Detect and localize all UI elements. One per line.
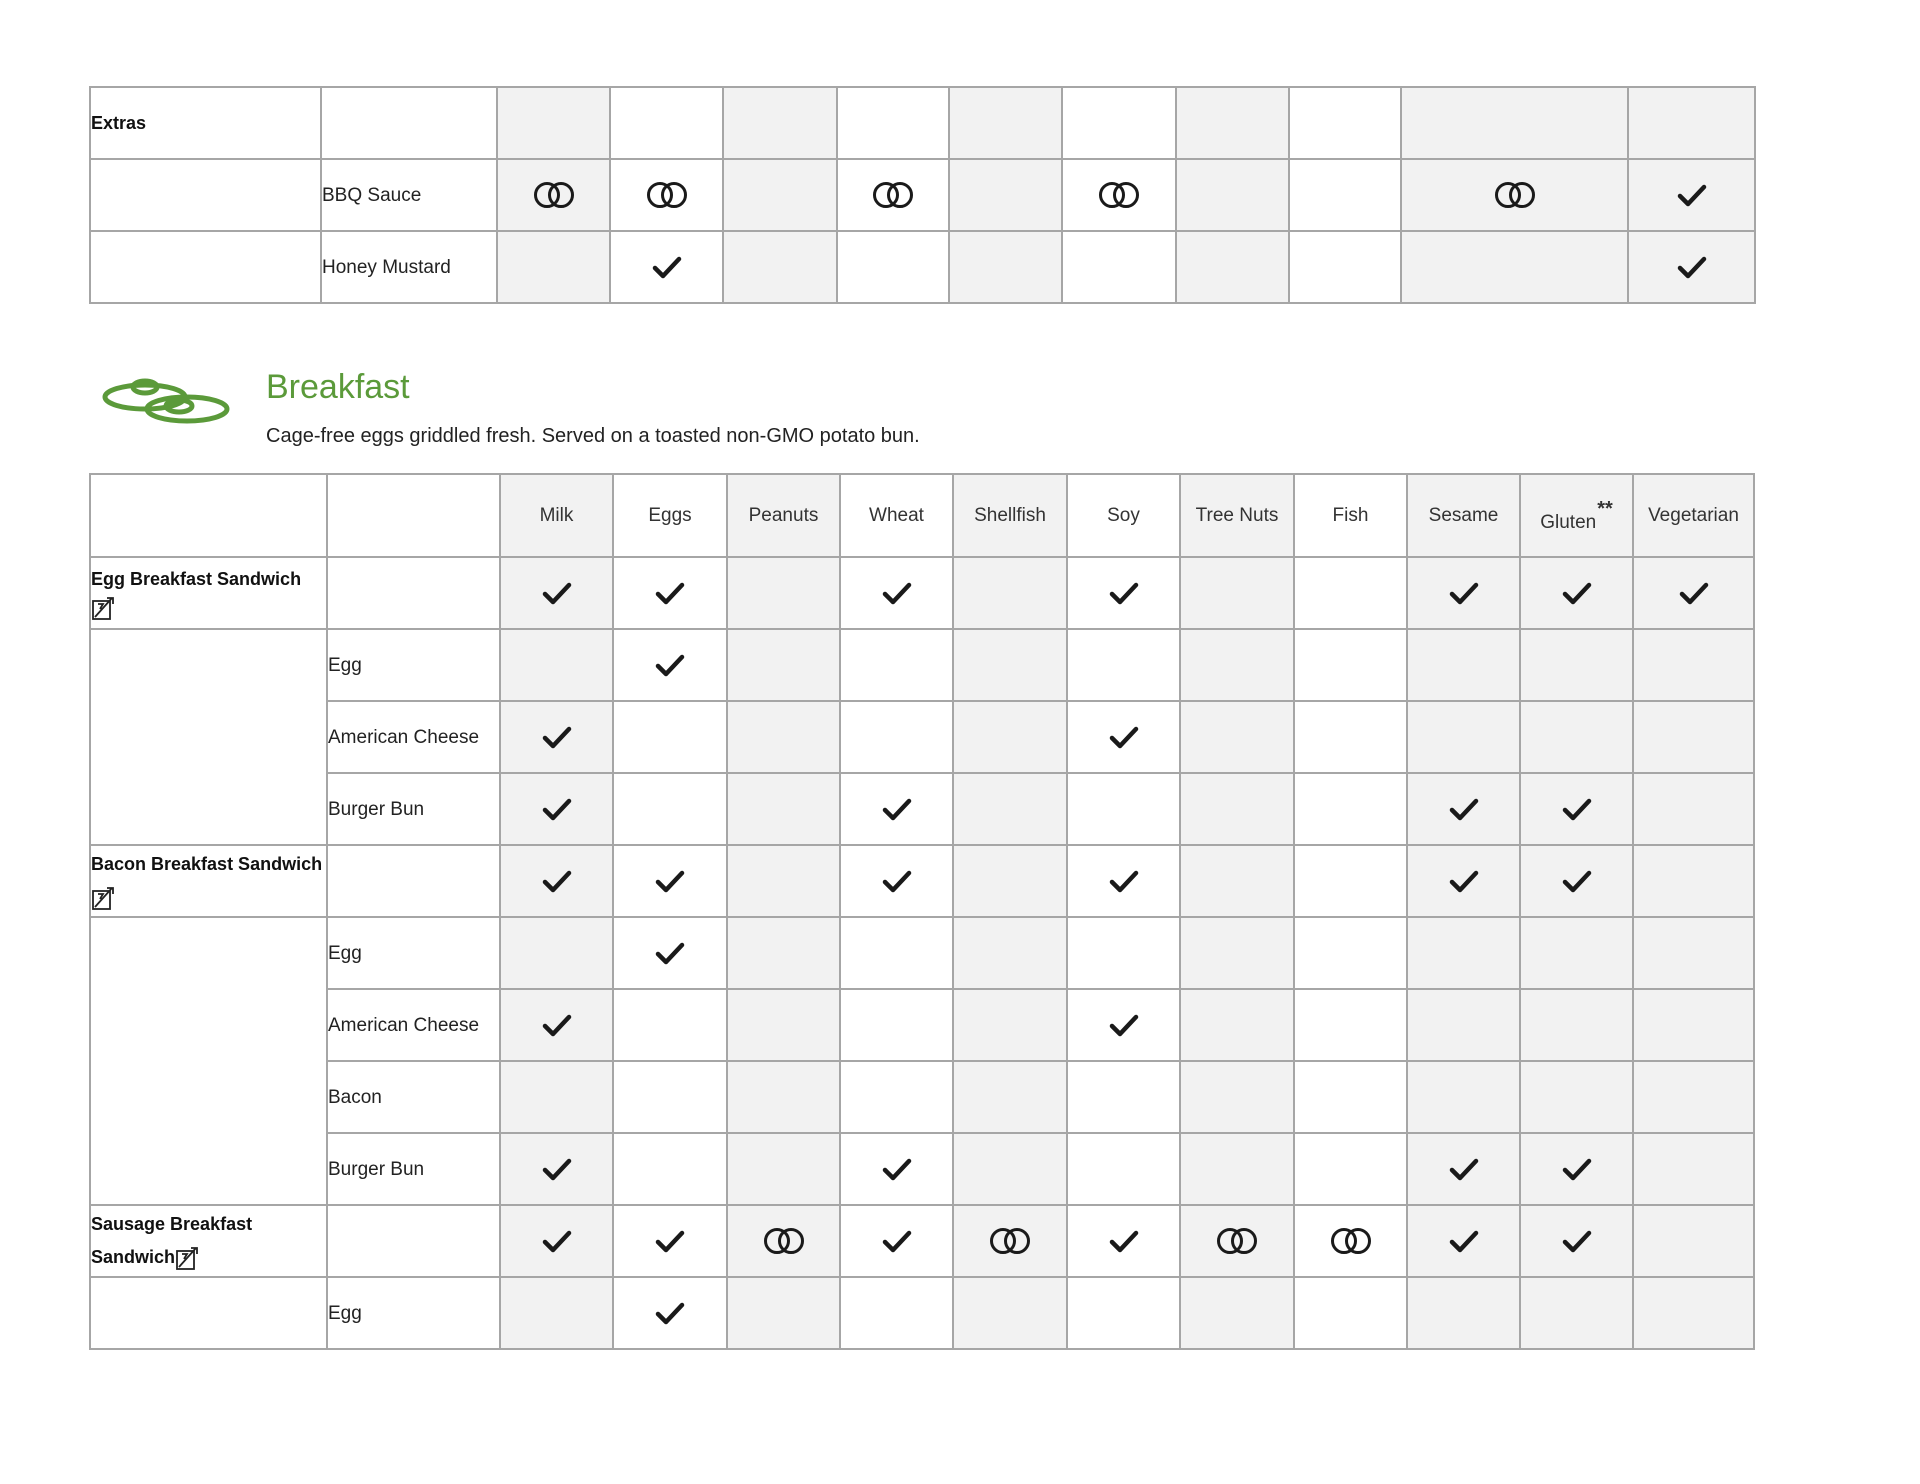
allergen-cell — [840, 845, 953, 917]
menu-item-row — [90, 1205, 1754, 1277]
allergen-cell — [727, 1205, 840, 1277]
empty-cell — [1289, 87, 1401, 159]
empty-cell — [1633, 1061, 1754, 1133]
allergen-cell — [613, 845, 727, 917]
note-icon — [175, 1245, 199, 1271]
empty-cell — [1067, 917, 1180, 989]
check-icon — [655, 1229, 685, 1253]
ingredient-name: Burger Bun — [327, 1133, 500, 1205]
empty-cell — [1289, 231, 1401, 303]
ingredient-name: BBQ Sauce — [321, 159, 497, 231]
menu-item-name — [90, 1205, 327, 1277]
ingredient-name: American Cheese — [327, 701, 500, 773]
ingredient-row — [90, 773, 1754, 845]
empty-cell — [1062, 87, 1176, 159]
allergen-cell — [840, 1133, 953, 1205]
table-row — [90, 159, 1755, 231]
empty-cell — [1067, 1061, 1180, 1133]
check-icon — [882, 869, 912, 893]
empty-cell — [90, 159, 321, 231]
empty-cell — [321, 87, 497, 159]
column-header-peanuts — [727, 474, 840, 557]
empty-cell — [949, 231, 1062, 303]
empty-cell — [1407, 629, 1520, 701]
empty-cell — [953, 845, 1067, 917]
empty-cell — [1294, 989, 1407, 1061]
ingredient-row — [90, 1133, 1754, 1205]
empty-cell — [610, 87, 723, 159]
empty-cell — [90, 1061, 327, 1133]
empty-cell — [840, 629, 953, 701]
check-icon — [1449, 797, 1479, 821]
check-icon — [1449, 869, 1479, 893]
allergen-cell — [613, 629, 727, 701]
allergen-cell — [1180, 1205, 1294, 1277]
ingredient-name: Burger Bun — [327, 773, 500, 845]
section-description: Cage-free eggs griddled fresh. Served on a toasted non-GMO potato bun. — [266, 425, 920, 447]
empty-cell — [1633, 1205, 1754, 1277]
empty-cell — [497, 231, 610, 303]
empty-cell — [327, 557, 500, 629]
check-icon — [1449, 581, 1479, 605]
allergen-cell — [837, 159, 949, 231]
empty-cell — [1180, 629, 1294, 701]
check-icon — [1109, 869, 1139, 893]
empty-cell — [727, 845, 840, 917]
check-icon — [1562, 797, 1592, 821]
empty-cell — [727, 917, 840, 989]
column-header-label: Soy — [1107, 504, 1140, 526]
empty-cell — [613, 1133, 727, 1205]
empty-cell — [953, 1133, 1067, 1205]
empty-cell — [90, 231, 321, 303]
column-header-label: Wheat — [869, 504, 924, 526]
empty-cell — [1176, 231, 1289, 303]
menu-item-label: Bacon Breakfast Sandwich — [91, 854, 323, 874]
empty-cell — [953, 629, 1067, 701]
column-header-label: Fish — [1332, 504, 1369, 526]
breakfast-table-body — [90, 474, 1754, 1349]
allergen-cell — [500, 1133, 613, 1205]
empty-cell — [949, 159, 1062, 231]
empty-cell — [1294, 1061, 1407, 1133]
empty-cell — [1180, 1277, 1294, 1349]
may-contain-icon — [1329, 1227, 1373, 1255]
empty-cell — [1294, 557, 1407, 629]
check-icon — [652, 255, 682, 279]
empty-cell — [1180, 701, 1294, 773]
empty-cell — [1067, 1133, 1180, 1205]
empty-cell — [953, 917, 1067, 989]
check-icon — [1562, 1229, 1592, 1253]
empty-cell — [840, 1061, 953, 1133]
check-icon — [1562, 1157, 1592, 1181]
check-icon — [1449, 1157, 1479, 1181]
empty-cell — [953, 701, 1067, 773]
ingredient-name: Egg — [327, 917, 500, 989]
empty-cell — [90, 1277, 327, 1349]
check-icon — [542, 1229, 572, 1253]
allergen-cell — [1067, 557, 1180, 629]
column-header-label: Sesame — [1428, 504, 1499, 526]
empty-cell — [613, 1061, 727, 1133]
menu-item-name — [90, 557, 327, 629]
empty-cell — [1062, 231, 1176, 303]
ingredient-name: Honey Mustard — [321, 231, 497, 303]
empty-cell — [1633, 1277, 1754, 1349]
empty-cell — [723, 159, 837, 231]
empty-cell — [1294, 1277, 1407, 1349]
empty-cell — [840, 701, 953, 773]
allergen-cell — [1407, 1133, 1520, 1205]
may-contain-icon — [871, 181, 915, 209]
empty-cell — [953, 1061, 1067, 1133]
empty-cell — [840, 989, 953, 1061]
column-header-vegetarian — [1633, 474, 1754, 557]
may-contain-icon — [1097, 181, 1141, 209]
empty-cell — [1633, 989, 1754, 1061]
empty-cell — [1401, 231, 1628, 303]
check-icon — [542, 581, 572, 605]
extras-allergen-table — [89, 86, 1756, 304]
allergen-cell — [840, 557, 953, 629]
column-header-eggs — [613, 474, 727, 557]
allergen-cell — [1067, 1205, 1180, 1277]
empty-cell — [837, 87, 949, 159]
ingredient-row — [90, 701, 1754, 773]
allergen-cell — [500, 989, 613, 1061]
allergen-cell — [1407, 773, 1520, 845]
check-icon — [1679, 581, 1709, 605]
empty-cell — [90, 629, 327, 701]
column-header-label: Gluten — [1540, 511, 1597, 533]
allergen-cell — [1520, 773, 1633, 845]
allergen-cell — [500, 557, 613, 629]
empty-cell — [90, 917, 327, 989]
menu-item-label: Egg Breakfast Sandwich — [91, 568, 302, 589]
ingredient-row — [90, 629, 1754, 701]
empty-cell — [1633, 845, 1754, 917]
empty-cell — [727, 629, 840, 701]
empty-cell — [1520, 629, 1633, 701]
may-contain-icon — [988, 1227, 1032, 1255]
check-icon — [542, 869, 572, 893]
empty-cell — [1289, 159, 1401, 231]
empty-cell — [1407, 917, 1520, 989]
empty-cell — [953, 989, 1067, 1061]
allergen-cell — [1294, 1205, 1407, 1277]
breakfast-header-row — [90, 474, 1754, 557]
check-icon — [882, 581, 912, 605]
check-icon — [1109, 581, 1139, 605]
allergen-cell — [1633, 557, 1754, 629]
empty-cell — [840, 917, 953, 989]
empty-cell — [1180, 917, 1294, 989]
empty-cell — [327, 845, 500, 917]
empty-cell — [949, 87, 1062, 159]
allergen-cell — [1407, 557, 1520, 629]
menu-item-label: Sausage Breakfast Sandwich — [91, 1214, 253, 1267]
empty-cell — [727, 1133, 840, 1205]
empty-cell — [1294, 845, 1407, 917]
check-icon — [882, 1229, 912, 1253]
empty-cell — [500, 1061, 613, 1133]
empty-cell — [727, 557, 840, 629]
check-icon — [1449, 1229, 1479, 1253]
empty-cell — [1633, 917, 1754, 989]
empty-cell — [613, 701, 727, 773]
allergen-cell — [613, 557, 727, 629]
may-contain-icon — [1493, 181, 1537, 209]
empty-cell — [1633, 629, 1754, 701]
empty-cell — [1294, 629, 1407, 701]
empty-cell — [1633, 701, 1754, 773]
check-icon — [655, 653, 685, 677]
empty-cell — [1520, 989, 1633, 1061]
empty-cell — [727, 773, 840, 845]
empty-cell — [327, 1205, 500, 1277]
check-icon — [655, 941, 685, 965]
empty-cell — [1407, 701, 1520, 773]
column-header-label: Shellfish — [974, 504, 1046, 526]
empty-cell — [327, 474, 500, 557]
extras-table-body — [90, 87, 1755, 303]
column-header-milk — [500, 474, 613, 557]
empty-cell — [1294, 917, 1407, 989]
empty-cell — [1180, 1133, 1294, 1205]
eggs-logo-icon — [99, 373, 232, 427]
empty-cell — [953, 773, 1067, 845]
allergen-cell — [1067, 701, 1180, 773]
column-header-label: Peanuts — [748, 504, 819, 526]
empty-cell — [1407, 1277, 1520, 1349]
empty-cell — [1294, 773, 1407, 845]
breakfast-allergen-table — [89, 473, 1755, 1350]
empty-cell — [723, 87, 837, 159]
ingredient-row — [90, 1277, 1754, 1349]
empty-cell — [1067, 629, 1180, 701]
empty-cell — [500, 917, 613, 989]
empty-cell — [1520, 1277, 1633, 1349]
empty-cell — [1180, 557, 1294, 629]
gluten-footnote-mark: ** — [1597, 497, 1613, 520]
empty-cell — [500, 1277, 613, 1349]
allergen-cell — [1520, 845, 1633, 917]
allergen-cell — [1520, 1133, 1633, 1205]
check-icon — [542, 1013, 572, 1037]
column-header-shellfish — [953, 474, 1067, 557]
empty-cell — [1180, 989, 1294, 1061]
column-header-label: Eggs — [648, 504, 692, 526]
allergen-cell — [613, 917, 727, 989]
allergen-cell — [1628, 231, 1755, 303]
check-icon — [542, 797, 572, 821]
allergen-cell — [1067, 989, 1180, 1061]
column-header-fish — [1294, 474, 1407, 557]
empty-cell — [90, 989, 327, 1061]
menu-item-row — [90, 845, 1754, 917]
ingredient-row — [90, 917, 1754, 989]
note-icon — [91, 595, 115, 621]
empty-cell — [500, 629, 613, 701]
check-icon — [882, 1157, 912, 1181]
allergen-cell — [500, 845, 613, 917]
allergen-cell — [840, 1205, 953, 1277]
empty-cell — [90, 474, 327, 557]
check-icon — [655, 869, 685, 893]
check-icon — [1562, 869, 1592, 893]
column-header-sesame — [1407, 474, 1520, 557]
ingredient-name: Egg — [327, 1277, 500, 1349]
allergen-cell — [613, 1205, 727, 1277]
allergen-cell — [1520, 1205, 1633, 1277]
allergen-cell — [1067, 845, 1180, 917]
empty-cell — [90, 1133, 327, 1205]
check-icon — [655, 1301, 685, 1325]
empty-cell — [727, 1277, 840, 1349]
empty-cell — [840, 1277, 953, 1349]
column-header-soy — [1067, 474, 1180, 557]
empty-cell — [90, 773, 327, 845]
may-contain-icon — [1215, 1227, 1259, 1255]
check-icon — [1109, 1229, 1139, 1253]
empty-cell — [1294, 701, 1407, 773]
column-header-gluten — [1520, 474, 1633, 557]
allergen-cell — [497, 159, 610, 231]
extras-title: Extras — [90, 87, 321, 159]
may-contain-icon — [532, 181, 576, 209]
empty-cell — [1176, 87, 1289, 159]
column-header-label: Vegetarian — [1648, 504, 1739, 526]
check-icon — [1562, 581, 1592, 605]
empty-cell — [837, 231, 949, 303]
empty-cell — [1407, 1061, 1520, 1133]
empty-cell — [727, 989, 840, 1061]
allergen-cell — [1407, 845, 1520, 917]
ingredient-name: American Cheese — [327, 989, 500, 1061]
empty-cell — [1067, 1277, 1180, 1349]
allergen-cell — [1407, 1205, 1520, 1277]
empty-cell — [953, 1277, 1067, 1349]
empty-cell — [727, 1061, 840, 1133]
column-header-wheat — [840, 474, 953, 557]
allergen-cell — [613, 1277, 727, 1349]
note-icon — [91, 885, 115, 911]
allergen-cell — [1401, 159, 1628, 231]
empty-cell — [1180, 1061, 1294, 1133]
empty-cell — [1628, 87, 1755, 159]
allergen-cell — [610, 231, 723, 303]
allergen-cell — [500, 701, 613, 773]
empty-cell — [1520, 1061, 1633, 1133]
check-icon — [1677, 183, 1707, 207]
table-row — [90, 231, 1755, 303]
column-header-label: Tree Nuts — [1195, 504, 1279, 526]
empty-cell — [1520, 701, 1633, 773]
empty-cell — [1294, 1133, 1407, 1205]
check-icon — [1109, 1013, 1139, 1037]
allergen-cell — [500, 773, 613, 845]
empty-cell — [1401, 87, 1628, 159]
empty-cell — [953, 557, 1067, 629]
ingredient-row — [90, 1061, 1754, 1133]
allergen-cell — [1520, 557, 1633, 629]
may-contain-icon — [762, 1227, 806, 1255]
empty-cell — [1067, 773, 1180, 845]
section-title: Breakfast — [266, 368, 410, 406]
allergen-cell — [840, 773, 953, 845]
allergen-cell — [610, 159, 723, 231]
column-header-label: Milk — [539, 504, 574, 526]
ingredient-name: Bacon — [327, 1061, 500, 1133]
check-icon — [542, 1157, 572, 1181]
check-icon — [542, 725, 572, 749]
allergen-cell — [1628, 159, 1755, 231]
empty-cell — [727, 701, 840, 773]
check-icon — [882, 797, 912, 821]
ingredient-name: Egg — [327, 629, 500, 701]
empty-cell — [723, 231, 837, 303]
empty-cell — [497, 87, 610, 159]
allergen-cell — [953, 1205, 1067, 1277]
empty-cell — [1520, 917, 1633, 989]
check-icon — [1677, 255, 1707, 279]
extras-header-row — [90, 87, 1755, 159]
allergen-cell — [500, 1205, 613, 1277]
empty-cell — [1180, 845, 1294, 917]
empty-cell — [1633, 1133, 1754, 1205]
empty-cell — [613, 773, 727, 845]
menu-item-row — [90, 557, 1754, 629]
may-contain-icon — [645, 181, 689, 209]
allergen-cell — [1062, 159, 1176, 231]
column-header-tree-nuts — [1180, 474, 1294, 557]
menu-item-name — [90, 845, 327, 917]
empty-cell — [1407, 989, 1520, 1061]
empty-cell — [1633, 773, 1754, 845]
empty-cell — [90, 701, 327, 773]
check-icon — [655, 581, 685, 605]
empty-cell — [1176, 159, 1289, 231]
check-icon — [1109, 725, 1139, 749]
empty-cell — [1180, 773, 1294, 845]
empty-cell — [613, 989, 727, 1061]
ingredient-row — [90, 989, 1754, 1061]
